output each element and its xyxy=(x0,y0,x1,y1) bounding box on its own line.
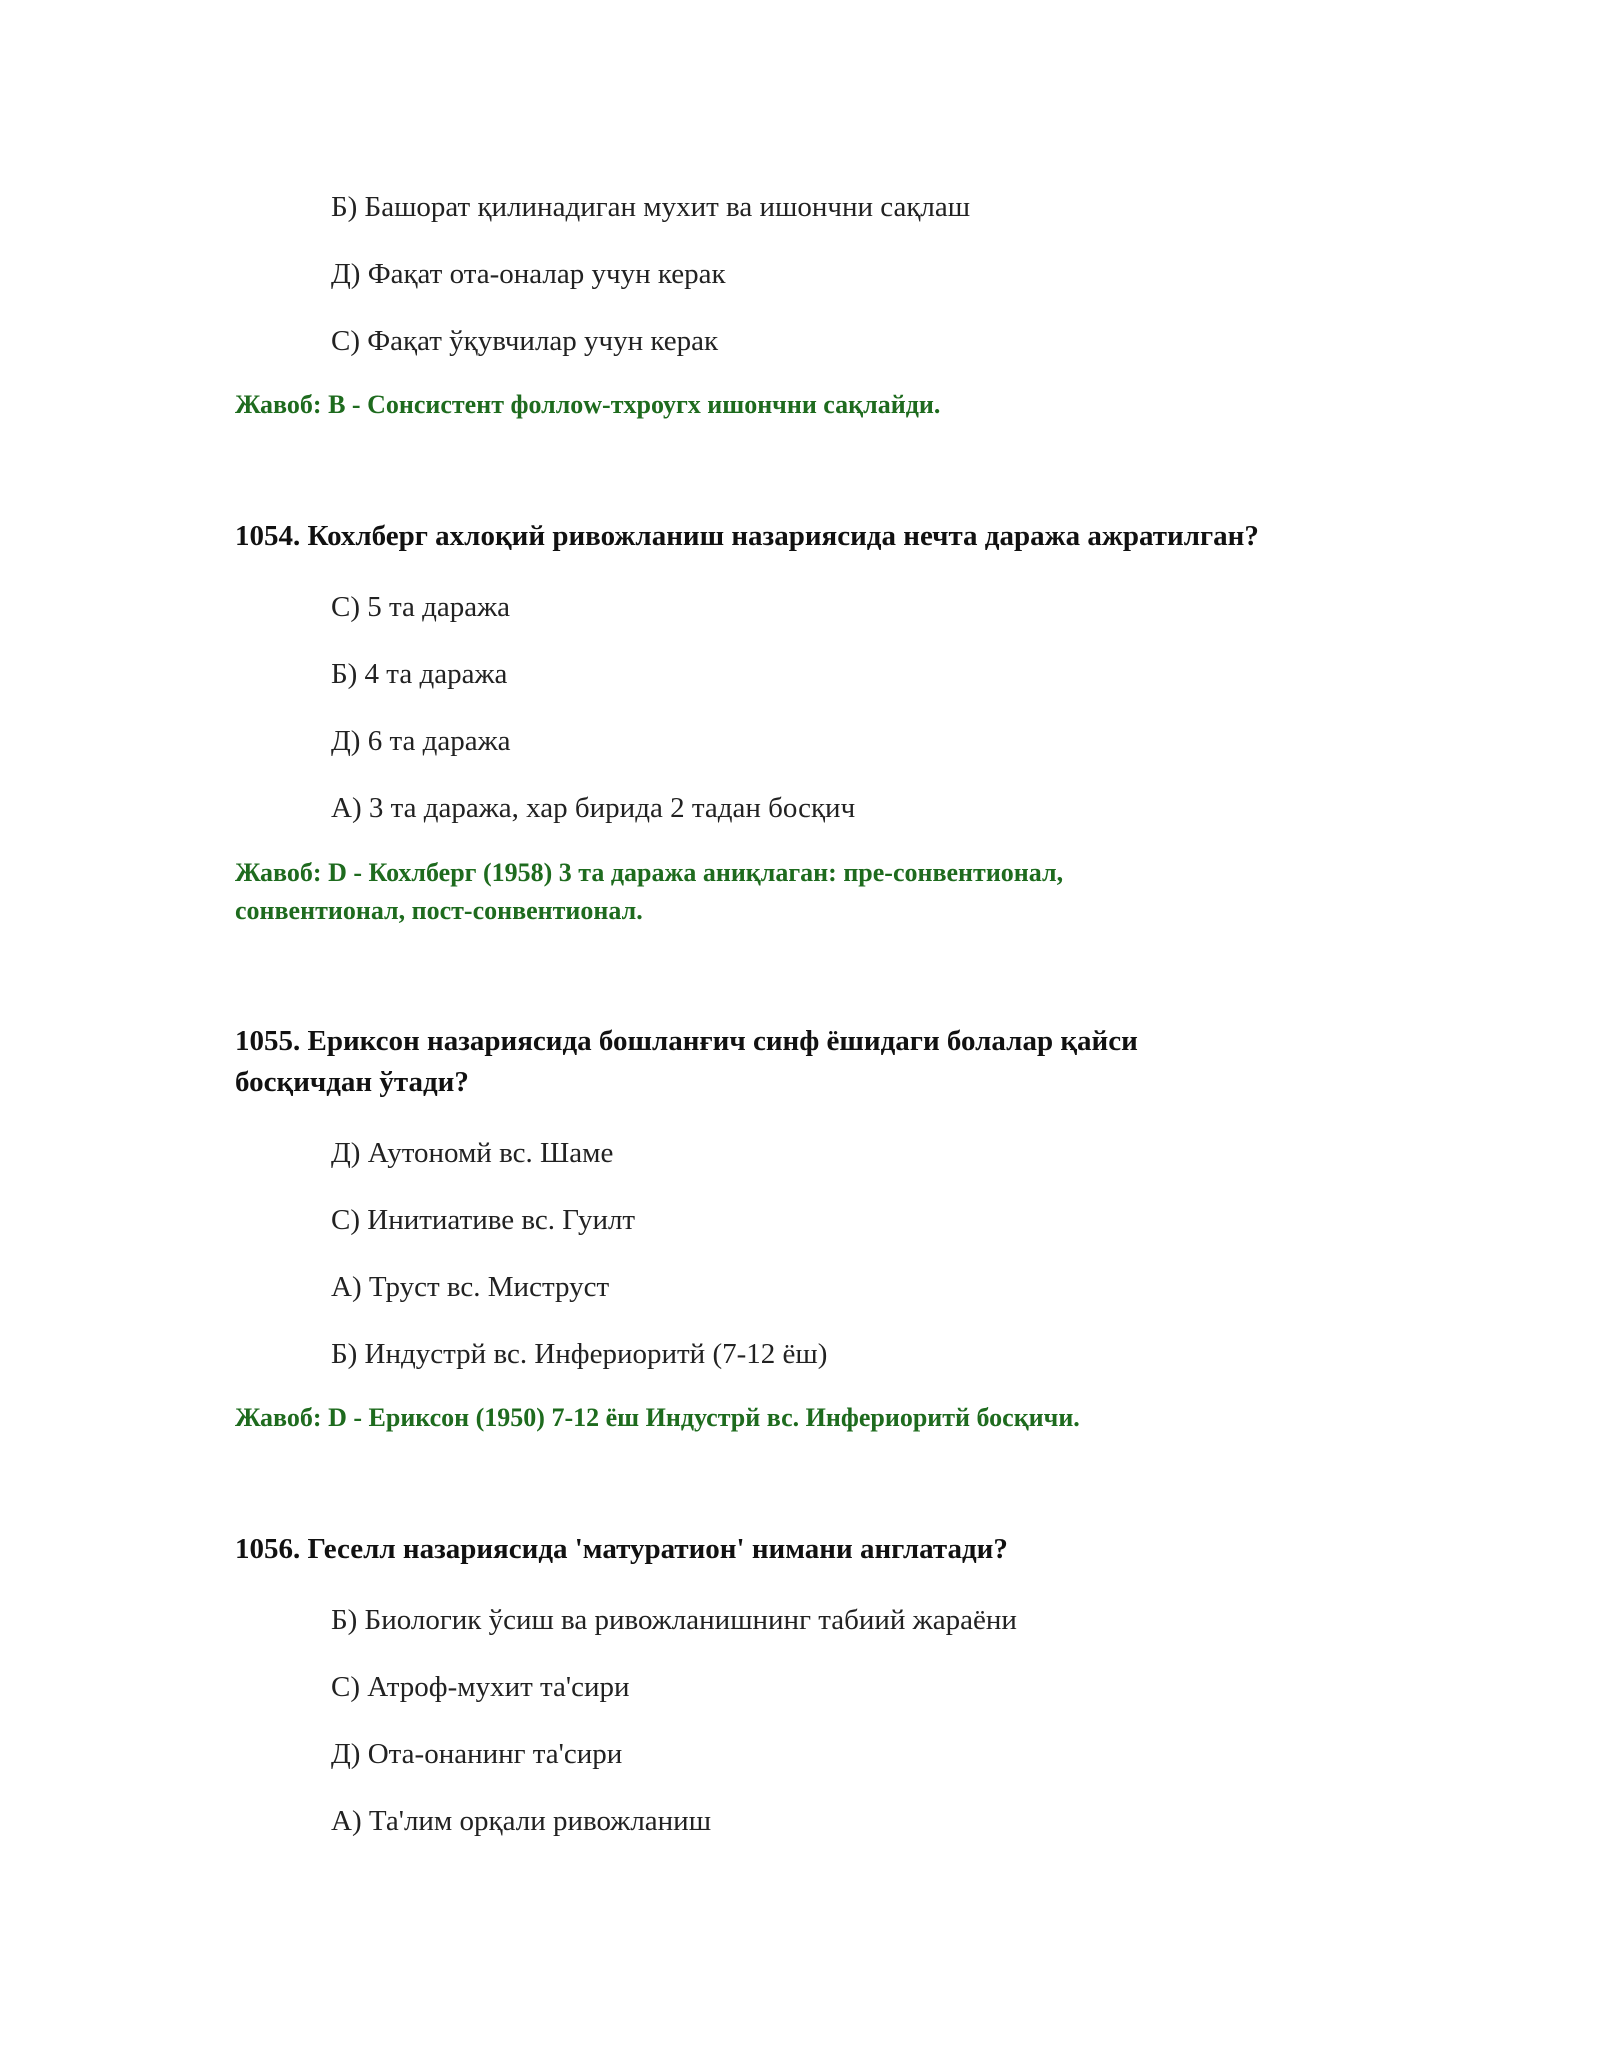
answer-text: Жавоб: D - Ериксон (1950) 7-12 ёш Индустрй вс. Инфериоритй босқичи. xyxy=(235,1403,1080,1432)
option-d: Д) Аутономй вс. Шаме xyxy=(331,1137,614,1169)
question-text-continued: босқичдан ўтади? xyxy=(235,1066,469,1098)
option-c: С) Инитиативе вс. Гуилт xyxy=(331,1204,636,1236)
option-c: С) 5 та даража xyxy=(331,591,511,623)
option-c: С) Атроф-мухит та'сири xyxy=(331,1671,630,1703)
option-b: Б) Биологик ўсиш ва ривожланишнинг табиий жараёни xyxy=(331,1604,1017,1636)
question-text: 1055. Ериксон назариясида бошланғич синф ёшидаги болалар қайси xyxy=(235,1025,1138,1057)
option-a: А) Та'лим орқали ривожланиш xyxy=(331,1805,712,1837)
option-a: А) Труст вс. Миструст xyxy=(331,1271,610,1303)
option-b: Б) Башорат қилинадиган мухит ва ишончни сақлаш xyxy=(331,191,971,223)
answer-text-continued: сонвентионал, пост-сонвентионал. xyxy=(235,896,643,925)
option-d: Д) Ота-онанинг та'сири xyxy=(331,1738,623,1770)
answer-text: Жавоб: D - Кохлберг (1958) 3 та даража аниқлаган: пре-сонвентионал, xyxy=(235,858,1064,887)
question-text: 1054. Кохлберг ахлоқий ривожланиш назариясида нечта даража ажратилган? xyxy=(235,520,1259,552)
option-b: Б) Индустрй вс. Инфериоритй (7-12 ёш) xyxy=(331,1338,828,1370)
question-text: 1056. Геселл назариясида 'матуратион' нимани англатади? xyxy=(235,1533,1008,1565)
option-d: Д) 6 та даража xyxy=(331,725,511,757)
option-b: Б) 4 та даража xyxy=(331,658,508,690)
option-d: Д) Фақат ота-оналар учун керак xyxy=(331,258,726,290)
option-a: А) 3 та даража, хар бирида 2 тадан босқич xyxy=(331,792,856,824)
answer-text: Жавоб: B - Сонсистент фоллоw-тхроугх ишончни сақлайди. xyxy=(235,390,941,419)
option-c: С) Фақат ўқувчилар учун керак xyxy=(331,325,719,357)
